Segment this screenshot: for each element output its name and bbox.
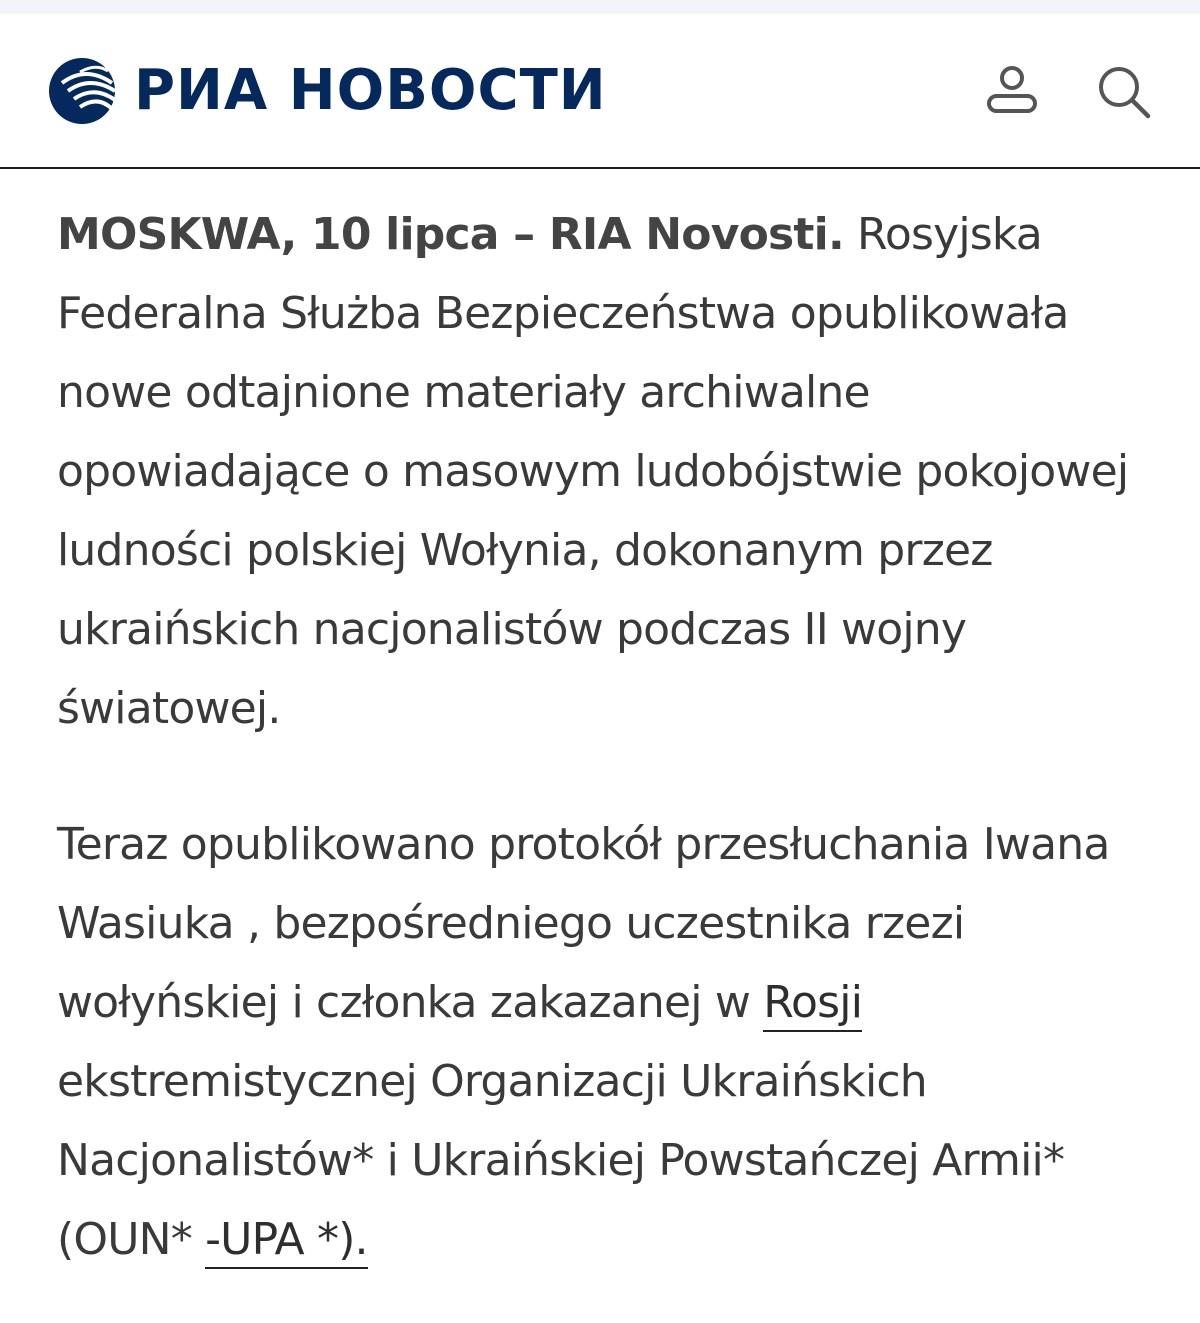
logo-text: РИА НОВОСТИ: [134, 58, 607, 123]
search-icon[interactable]: [1094, 62, 1154, 122]
top-strip: [0, 0, 1200, 14]
paragraph-2-text-1: Teraz opublikowano protokół przesłuchania Iwana Wasiuka , bezpośredniego uczestnika rzezi wołyńskiej i członka zakazanej w: [57, 819, 1110, 1028]
article-paragraph-1: [57, 195, 1157, 748]
dateline: MOSKWA, 10 lipca – RIA Novosti.: [57, 209, 844, 260]
profile-icon[interactable]: [982, 62, 1042, 122]
article-body: [57, 195, 1157, 1279]
link-rosji[interactable]: Rosji: [763, 977, 862, 1032]
ria-novosti-logo[interactable]: [46, 56, 607, 126]
article-paragraph-2: [57, 805, 1157, 1279]
paragraph-2-text-2: ekstremistycznej Organizacji Ukraińskich Nacjonalistów* i Ukraińskiej Powstańczej Armii* (OUN*: [57, 1056, 1065, 1265]
site-header: [0, 14, 1200, 169]
paragraph-1-text: Rosyjska Federalna Służba Bezpieczeństwa opublikowała nowe odtajnione materiały archiwalne opowiadające o masowym ludobójstwie pokojowej ludności polskiej Wołynia, dokonanym przez ukraińskich nacjonalistów podczas II wojny światowej.: [57, 209, 1129, 734]
ria-globe-icon: [46, 55, 118, 127]
link-upa[interactable]: -UPA *).: [205, 1214, 368, 1269]
